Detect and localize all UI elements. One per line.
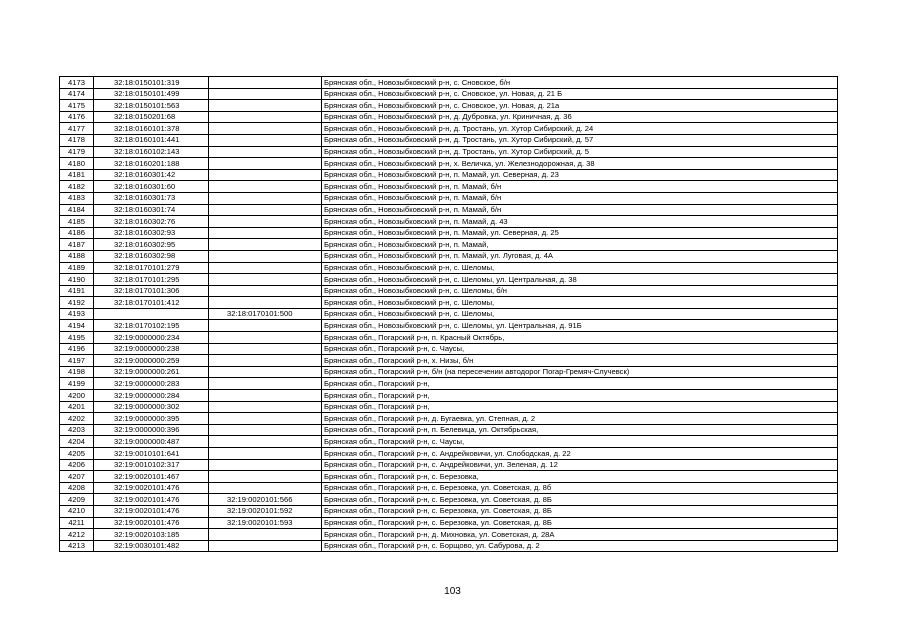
address-cell: Брянская обл., Погарский р-н, с. Борщово, ул. Сабурова, д. 2 [322, 540, 838, 552]
cadastral-number-cell: 32:19:0010102:317 [94, 459, 209, 471]
address-cell: Брянская обл., Погарский р-н, д. Михновка, ул. Советская, д. 28А [322, 529, 838, 541]
row-number-cell: 4173 [60, 77, 94, 89]
related-cadastral-number-cell [209, 366, 322, 378]
address-cell: Брянская обл., Погарский р-н, [322, 378, 838, 390]
table-row [60, 343, 838, 355]
address-cell: Брянская обл., Новозыбковский р-н, с. Шеломы, [322, 262, 838, 274]
table-row [60, 192, 838, 204]
row-number-cell: 4213 [60, 540, 94, 552]
row-number-cell: 4200 [60, 390, 94, 402]
address-cell: Брянская обл., Погарский р-н, б/н (на пересечении автодорог Погар-Гремяч-Случевск) [322, 366, 838, 378]
related-cadastral-number-cell [209, 424, 322, 436]
related-cadastral-number-cell [209, 146, 322, 158]
table-row [60, 134, 838, 146]
registry-table [59, 76, 838, 552]
table-row [60, 320, 838, 332]
related-cadastral-number-cell [209, 227, 322, 239]
address-cell: Брянская обл., Погарский р-н, с. Чаусы, [322, 436, 838, 448]
cadastral-number-cell: 32:18:0170101:306 [94, 285, 209, 297]
table-row [60, 308, 838, 320]
row-number-cell: 4210 [60, 505, 94, 517]
address-cell: Брянская обл., Погарский р-н, [322, 390, 838, 402]
address-cell: Брянская обл., Погарский р-н, с. Березовка, [322, 471, 838, 483]
registry-table-body [60, 77, 838, 552]
row-number-cell: 4190 [60, 274, 94, 286]
address-cell: Брянская обл., Новозыбковский р-н, х. Величка, ул. Железнодорожная, д. 38 [322, 158, 838, 170]
row-number-cell: 4187 [60, 239, 94, 251]
address-cell: Брянская обл., Новозыбковский р-н, п. Мамай, б/н [322, 192, 838, 204]
table-row [60, 158, 838, 170]
table-row [60, 181, 838, 193]
cadastral-number-cell: 32:19:0000000:234 [94, 332, 209, 344]
related-cadastral-number-cell [209, 529, 322, 541]
cadastral-number-cell: 32:18:0170101:295 [94, 274, 209, 286]
table-row [60, 505, 838, 517]
table-row [60, 471, 838, 483]
table-row [60, 204, 838, 216]
row-number-cell: 4211 [60, 517, 94, 529]
cadastral-number-cell: 32:18:0160302:76 [94, 216, 209, 228]
related-cadastral-number-cell [209, 332, 322, 344]
cadastral-number-cell: 32:18:0160302:93 [94, 227, 209, 239]
cadastral-number-cell: 32:19:0000000:259 [94, 355, 209, 367]
address-cell: Брянская обл., Новозыбковский р-н, с. Шеломы, ул. Центральная, д. 38 [322, 274, 838, 286]
row-number-cell: 4199 [60, 378, 94, 390]
address-cell: Брянская обл., Новозыбковский р-н, п. Мамай, ул. Северная, д. 25 [322, 227, 838, 239]
cadastral-number-cell: 32:19:0000000:283 [94, 378, 209, 390]
row-number-cell: 4203 [60, 424, 94, 436]
related-cadastral-number-cell [209, 459, 322, 471]
cadastral-number-cell: 32:18:0150101:563 [94, 100, 209, 112]
address-cell: Брянская обл., Новозыбковский р-н, с. Шеломы, ул. Центральная, д. 91Б [322, 320, 838, 332]
related-cadastral-number-cell [209, 134, 322, 146]
cadastral-number-cell: 32:19:0000000:261 [94, 366, 209, 378]
address-cell: Брянская обл., Новозыбковский р-н, п. Мамай, [322, 239, 838, 251]
related-cadastral-number-cell [209, 88, 322, 100]
row-number-cell: 4183 [60, 192, 94, 204]
table-row [60, 366, 838, 378]
address-cell: Брянская обл., Новозыбковский р-н, с. Шеломы, [322, 308, 838, 320]
row-number-cell: 4185 [60, 216, 94, 228]
row-number-cell: 4188 [60, 250, 94, 262]
address-cell: Брянская обл., Новозыбковский р-н, д. Дубровка, ул. Криничная, д. 36 [322, 111, 838, 123]
page-number: 103 [444, 586, 461, 597]
related-cadastral-number-cell [209, 285, 322, 297]
row-number-cell: 4175 [60, 100, 94, 112]
table-row [60, 100, 838, 112]
related-cadastral-number-cell: 32:19:0020101:566 [209, 494, 322, 506]
row-number-cell: 4196 [60, 343, 94, 355]
cadastral-number-cell: 32:18:0160101:441 [94, 134, 209, 146]
related-cadastral-number-cell: 32:18:0170101:500 [209, 308, 322, 320]
address-cell: Брянская обл., Погарский р-н, с. Березовка, ул. Советская, д. 8Б [322, 517, 838, 529]
row-number-cell: 4198 [60, 366, 94, 378]
cadastral-number-cell: 32:18:0170101:279 [94, 262, 209, 274]
cadastral-number-cell: 32:19:0020101:476 [94, 482, 209, 494]
table-row [60, 424, 838, 436]
related-cadastral-number-cell [209, 192, 322, 204]
cadastral-number-cell: 32:19:0000000:396 [94, 424, 209, 436]
related-cadastral-number-cell [209, 158, 322, 170]
row-number-cell: 4178 [60, 134, 94, 146]
related-cadastral-number-cell [209, 401, 322, 413]
address-cell: Брянская обл., Погарский р-н, с. Андрейковичи, ул. Зеленая, д. 12 [322, 459, 838, 471]
related-cadastral-number-cell [209, 448, 322, 460]
row-number-cell: 4201 [60, 401, 94, 413]
row-number-cell: 4179 [60, 146, 94, 158]
address-cell: Брянская обл., Новозыбковский р-н, п. Мамай, ул. Северная, д. 23 [322, 169, 838, 181]
row-number-cell: 4176 [60, 111, 94, 123]
cadastral-number-cell: 32:18:0160302:98 [94, 250, 209, 262]
table-row [60, 448, 838, 460]
row-number-cell: 4177 [60, 123, 94, 135]
cadastral-number-cell: 32:18:0170101:412 [94, 297, 209, 309]
cadastral-number-cell: 32:18:0160301:60 [94, 181, 209, 193]
row-number-cell: 4182 [60, 181, 94, 193]
address-cell: Брянская обл., Погарский р-н, с. Чаусы, [322, 343, 838, 355]
cadastral-number-cell: 32:18:0160102:143 [94, 146, 209, 158]
table-row [60, 77, 838, 89]
table-row [60, 111, 838, 123]
row-number-cell: 4209 [60, 494, 94, 506]
table-row [60, 436, 838, 448]
related-cadastral-number-cell [209, 181, 322, 193]
related-cadastral-number-cell [209, 297, 322, 309]
table-row [60, 227, 838, 239]
related-cadastral-number-cell: 32:19:0020101:592 [209, 505, 322, 517]
row-number-cell: 4180 [60, 158, 94, 170]
cadastral-number-cell: 32:19:0000000:395 [94, 413, 209, 425]
cadastral-number-cell: 32:18:0160301:73 [94, 192, 209, 204]
table-row [60, 88, 838, 100]
cadastral-number-cell: 32:18:0150101:319 [94, 77, 209, 89]
cadastral-number-cell: 32:19:0020101:467 [94, 471, 209, 483]
table-row [60, 355, 838, 367]
row-number-cell: 4197 [60, 355, 94, 367]
related-cadastral-number-cell [209, 413, 322, 425]
address-cell: Брянская обл., Новозыбковский р-н, с. Шеломы, [322, 297, 838, 309]
table-row [60, 390, 838, 402]
cadastral-number-cell: 32:18:0160201:188 [94, 158, 209, 170]
cadastral-number-cell: 32:19:0000000:487 [94, 436, 209, 448]
table-row [60, 529, 838, 541]
row-number-cell: 4208 [60, 482, 94, 494]
related-cadastral-number-cell [209, 390, 322, 402]
table-row [60, 482, 838, 494]
row-number-cell: 4206 [60, 459, 94, 471]
related-cadastral-number-cell [209, 540, 322, 552]
row-number-cell: 4202 [60, 413, 94, 425]
table-row [60, 378, 838, 390]
table-row [60, 332, 838, 344]
cadastral-number-cell: 32:18:0150101:499 [94, 88, 209, 100]
related-cadastral-number-cell [209, 378, 322, 390]
row-number-cell: 4195 [60, 332, 94, 344]
row-number-cell: 4191 [60, 285, 94, 297]
related-cadastral-number-cell: 32:19:0020101:593 [209, 517, 322, 529]
table-row [60, 401, 838, 413]
table-row [60, 169, 838, 181]
row-number-cell: 4186 [60, 227, 94, 239]
table-row [60, 459, 838, 471]
address-cell: Брянская обл., Погарский р-н, с. Березовка, ул. Советская, д. 8Б [322, 494, 838, 506]
table-row [60, 123, 838, 135]
related-cadastral-number-cell [209, 320, 322, 332]
address-cell: Брянская обл., Новозыбковский р-н, с. Сновское, ул. Новая, д. 21а [322, 100, 838, 112]
row-number-cell: 4192 [60, 297, 94, 309]
related-cadastral-number-cell [209, 77, 322, 89]
table-row [60, 274, 838, 286]
cadastral-number-cell: 32:19:0000000:238 [94, 343, 209, 355]
cadastral-number-cell: 32:18:0160101:378 [94, 123, 209, 135]
related-cadastral-number-cell [209, 204, 322, 216]
address-cell: Брянская обл., Новозыбковский р-н, д. Тростань, ул. Хутор Сибирский, д. 5 [322, 146, 838, 158]
address-cell: Брянская обл., Новозыбковский р-н, д. Тростань, ул. Хутор Сибирский, д. 24 [322, 123, 838, 135]
related-cadastral-number-cell [209, 239, 322, 251]
address-cell: Брянская обл., Погарский р-н, с. Березовка, ул. Советская, д. 8б [322, 482, 838, 494]
address-cell: Брянская обл., Новозыбковский р-н, п. Мамай, д. 43 [322, 216, 838, 228]
cadastral-number-cell: 32:18:0160301:42 [94, 169, 209, 181]
related-cadastral-number-cell [209, 343, 322, 355]
related-cadastral-number-cell [209, 111, 322, 123]
table-row [60, 517, 838, 529]
related-cadastral-number-cell [209, 274, 322, 286]
related-cadastral-number-cell [209, 250, 322, 262]
row-number-cell: 4193 [60, 308, 94, 320]
cadastral-number-cell: 32:19:0000000:284 [94, 390, 209, 402]
table-row [60, 540, 838, 552]
related-cadastral-number-cell [209, 216, 322, 228]
table-row [60, 297, 838, 309]
row-number-cell: 4205 [60, 448, 94, 460]
row-number-cell: 4204 [60, 436, 94, 448]
cadastral-number-cell: 32:19:0020101:476 [94, 517, 209, 529]
row-number-cell: 4189 [60, 262, 94, 274]
address-cell: Брянская обл., Новозыбковский р-н, п. Мамай, б/н [322, 181, 838, 193]
address-cell: Брянская обл., Погарский р-н, д. Бугаевка, ул. Степная, д. 2 [322, 413, 838, 425]
address-cell: Брянская обл., Новозыбковский р-н, с. Шеломы, б/н [322, 285, 838, 297]
related-cadastral-number-cell [209, 482, 322, 494]
address-cell: Брянская обл., Погарский р-н, с. Андрейковичи, ул. Слободская, д. 22 [322, 448, 838, 460]
related-cadastral-number-cell [209, 355, 322, 367]
related-cadastral-number-cell [209, 436, 322, 448]
cadastral-number-cell: 32:19:0010101:641 [94, 448, 209, 460]
cadastral-number-cell: 32:18:0150201:68 [94, 111, 209, 123]
related-cadastral-number-cell [209, 262, 322, 274]
cadastral-number-cell: 32:18:0160302:95 [94, 239, 209, 251]
address-cell: Брянская обл., Погарский р-н, п. Белевица, ул. Октябрьская, [322, 424, 838, 436]
cadastral-number-cell [94, 308, 209, 320]
row-number-cell: 4194 [60, 320, 94, 332]
cadastral-number-cell: 32:19:0030101:482 [94, 540, 209, 552]
address-cell: Брянская обл., Новозыбковский р-н, с. Сновское, ул. Новая, д. 21 Б [322, 88, 838, 100]
row-number-cell: 4212 [60, 529, 94, 541]
address-cell: Брянская обл., Новозыбковский р-н, с. Сновское, б/н [322, 77, 838, 89]
address-cell: Брянская обл., Погарский р-н, х. Низы, б/н [322, 355, 838, 367]
table-row [60, 413, 838, 425]
related-cadastral-number-cell [209, 169, 322, 181]
address-cell: Брянская обл., Новозыбковский р-н, п. Мамай, б/н [322, 204, 838, 216]
cadastral-number-cell: 32:19:0000000:302 [94, 401, 209, 413]
address-cell: Брянская обл., Погарский р-н, [322, 401, 838, 413]
cadastral-number-cell: 32:19:0020103:185 [94, 529, 209, 541]
table-row [60, 250, 838, 262]
row-number-cell: 4174 [60, 88, 94, 100]
address-cell: Брянская обл., Погарский р-н, п. Красный Октябрь, [322, 332, 838, 344]
cadastral-number-cell: 32:19:0020101:476 [94, 505, 209, 517]
table-row [60, 239, 838, 251]
cadastral-number-cell: 32:19:0020101:476 [94, 494, 209, 506]
cadastral-number-cell: 32:18:0170102:195 [94, 320, 209, 332]
table-row [60, 146, 838, 158]
related-cadastral-number-cell [209, 471, 322, 483]
related-cadastral-number-cell [209, 123, 322, 135]
table-row [60, 494, 838, 506]
address-cell: Брянская обл., Новозыбковский р-н, д. Тростань, ул. Хутор Сибирский, д. 57 [322, 134, 838, 146]
table-row [60, 216, 838, 228]
related-cadastral-number-cell [209, 100, 322, 112]
row-number-cell: 4184 [60, 204, 94, 216]
address-cell: Брянская обл., Погарский р-н, с. Березовка, ул. Советская, д. 8Б [322, 505, 838, 517]
row-number-cell: 4207 [60, 471, 94, 483]
table-row [60, 262, 838, 274]
address-cell: Брянская обл., Новозыбковский р-н, п. Мамай, ул. Луговая, д. 4А [322, 250, 838, 262]
row-number-cell: 4181 [60, 169, 94, 181]
table-row [60, 285, 838, 297]
cadastral-number-cell: 32:18:0160301:74 [94, 204, 209, 216]
